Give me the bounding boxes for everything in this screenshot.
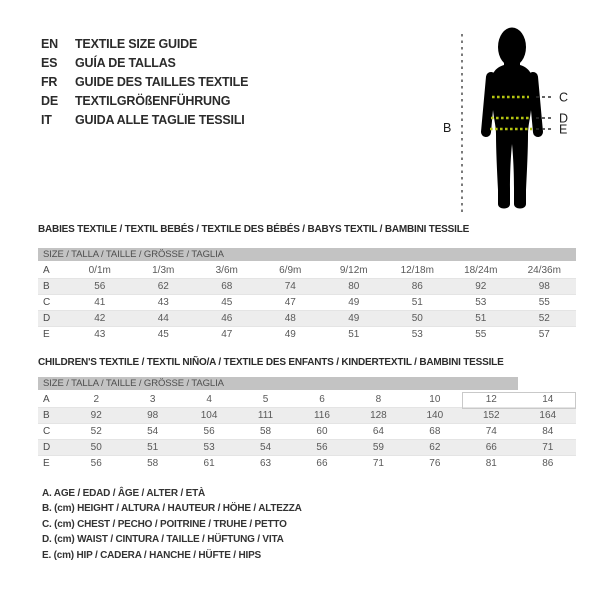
size-value-cell: 42	[68, 311, 132, 327]
language-row	[41, 91, 248, 110]
size-value-cell: 104	[181, 408, 237, 424]
size-value-cell: 62	[407, 440, 463, 456]
size-value-cell: 3	[149, 394, 156, 405]
size-value-cell: 57	[513, 327, 577, 343]
babies-size-table	[38, 248, 576, 342]
size-value-cell: 58	[124, 456, 180, 472]
size-value-cell: 6	[319, 394, 325, 405]
size-value-cell: 4	[206, 394, 212, 405]
legend-line-hip: E. (cm) HIP / CADERA / HANCHE / HÜFTE / HIPS	[42, 549, 262, 561]
size-value-cell: 51	[449, 311, 513, 327]
size-value-cell: 44	[132, 311, 196, 327]
language-list	[41, 35, 248, 129]
language-title: GUÍA DE TALLAS	[75, 56, 176, 71]
size-value-cell: 6/9m	[279, 265, 302, 276]
language-code: DE	[41, 93, 58, 108]
size-value-cell: 86	[386, 279, 450, 295]
table-row	[38, 295, 576, 311]
size-value-cell: 84	[520, 424, 577, 440]
size-value-cell: 76	[407, 456, 463, 472]
size-value-cell: 52	[68, 424, 124, 440]
size-value-cell: 68	[407, 424, 463, 440]
size-value-cell: 43	[68, 327, 132, 343]
row-label: A	[43, 394, 50, 405]
legend-line-chest: C. (cm) CHEST / PECHO / POITRINE / TRUHE / PETTO	[42, 518, 287, 530]
size-value-cell: 18/24m	[464, 265, 498, 276]
size-value-cell: 41	[68, 295, 132, 311]
size-value-cell: 80	[322, 279, 386, 295]
size-value-cell: 60	[294, 424, 350, 440]
size-value-cell: 43	[132, 295, 196, 311]
size-header-band: SIZE / TALLA / TAILLE / GRÖSSE / TAGLIA	[38, 377, 576, 391]
size-value-cell: 51	[322, 327, 386, 343]
language-row	[41, 73, 248, 92]
row-label: B	[38, 408, 68, 424]
size-value-cell: 53	[386, 327, 450, 343]
size-value-cell: 152	[463, 408, 519, 424]
table-row	[38, 456, 576, 472]
size-value-cell: 55	[449, 327, 513, 343]
size-value-cell: 92	[68, 408, 124, 424]
size-value-cell: 164	[520, 408, 577, 424]
size-value-cell: 9/12m	[339, 265, 368, 276]
size-value-cell: 63	[237, 456, 293, 472]
size-value-cell: 116	[294, 408, 350, 424]
size-value-cell: 98	[513, 279, 577, 295]
row-label: D	[38, 311, 68, 327]
language-row	[41, 35, 248, 54]
child-measurement-diagram	[440, 20, 590, 220]
size-value-cell: 56	[294, 440, 350, 456]
size-header-band: SIZE / TALLA / TAILLE / GRÖSSE / TAGLIA	[38, 248, 576, 262]
size-value-cell: 58	[237, 424, 293, 440]
size-value-cell: 3/6m	[215, 265, 238, 276]
table-row	[38, 262, 576, 279]
language-code: ES	[41, 56, 58, 71]
size-value-cell: 140	[407, 408, 463, 424]
language-title: TEXTILGRÖßENFÜHRUNG	[75, 93, 231, 108]
size-value-cell: 74	[259, 279, 323, 295]
size-value-cell: 81	[463, 456, 519, 472]
row-label: D	[38, 440, 68, 456]
size-value-cell: 61	[181, 456, 237, 472]
child-silhouette-graphic	[440, 20, 590, 220]
size-value-cell: 55	[513, 295, 577, 311]
language-code: FR	[41, 74, 58, 89]
legend-line-waist: D. (cm) WAIST / CINTURA / TAILLE / HÜFTUNG / VITA	[42, 534, 284, 546]
row-label: C	[38, 424, 68, 440]
size-value-cell: 51	[124, 440, 180, 456]
language-row	[41, 110, 248, 129]
size-value-cell: 111	[237, 408, 293, 424]
size-value-cell: 14	[542, 394, 554, 405]
language-title: GUIDE DES TAILLES TEXTILE	[75, 74, 249, 89]
row-label: E	[38, 456, 68, 472]
size-value-cell: 12	[485, 394, 497, 405]
size-value-cell: 66	[294, 456, 350, 472]
silhouette-body	[492, 64, 533, 209]
size-value-cell: 0/1m	[88, 265, 111, 276]
babies-section-title: BABIES TEXTILE / TEXTIL BEBÉS / TEXTILE DES BÉBÉS / BABYS TEXTIL / BAMBINI TESSILE	[38, 224, 470, 235]
language-title: GUIDA ALLE TAGLIE TESSILI	[75, 112, 245, 127]
row-label: C	[38, 295, 68, 311]
size-value-cell: 48	[259, 311, 323, 327]
size-value-cell: 74	[463, 424, 519, 440]
size-value-cell: 24/36m	[527, 265, 561, 276]
chest-label: C	[559, 90, 569, 105]
size-value-cell: 86	[520, 456, 577, 472]
size-value-cell: 47	[195, 327, 259, 343]
size-value-cell: 128	[350, 408, 406, 424]
size-value-cell: 8	[375, 394, 382, 405]
table-row	[38, 327, 576, 343]
size-value-cell: 49	[259, 327, 323, 343]
size-value-cell: 64	[350, 424, 406, 440]
size-value-cell: 10	[429, 394, 441, 405]
height-label: B	[443, 121, 452, 135]
legend-line-height: B. (cm) HEIGHT / ALTURA / HAUTEUR / HÖHE / ALTEZZA	[42, 503, 302, 515]
row-label: A	[43, 265, 50, 276]
silhouette-right-arm	[533, 77, 538, 132]
size-value-cell: 59	[350, 440, 406, 456]
size-value-cell: 71	[520, 440, 577, 456]
size-value-cell: 98	[124, 408, 180, 424]
table-row	[38, 408, 576, 424]
waist-label: D	[559, 111, 569, 126]
language-code: EN	[41, 37, 58, 52]
table-row	[38, 311, 576, 327]
language-code: IT	[41, 112, 52, 127]
table-row	[38, 279, 576, 295]
silhouette-left-arm	[486, 77, 491, 132]
header-band-gap-artifact	[518, 377, 576, 390]
size-value-cell: 49	[322, 295, 386, 311]
language-row	[41, 54, 248, 73]
size-highlight-box	[462, 392, 576, 409]
size-value-cell: 56	[181, 424, 237, 440]
row-label: E	[38, 327, 68, 343]
table-row	[38, 424, 576, 440]
size-value-cell: 46	[195, 311, 259, 327]
size-value-cell: 49	[322, 311, 386, 327]
size-value-cell: 47	[259, 295, 323, 311]
size-value-cell: 12/18m	[400, 265, 434, 276]
size-value-cell: 52	[513, 311, 577, 327]
size-value-cell: 50	[386, 311, 450, 327]
row-label: B	[38, 279, 68, 295]
size-value-cell: 2	[93, 394, 99, 405]
children-size-table-wrap	[38, 377, 576, 471]
size-value-cell: 51	[386, 295, 450, 311]
size-value-cell: 45	[132, 327, 196, 343]
size-value-cell: 1/3m	[152, 265, 175, 276]
size-value-cell: 54	[124, 424, 180, 440]
size-value-cell: 45	[195, 295, 259, 311]
size-value-cell: 66	[463, 440, 519, 456]
size-value-cell: 92	[449, 279, 513, 295]
babies-size-table-wrap	[38, 248, 576, 342]
table-row	[38, 440, 576, 456]
size-value-cell: 53	[181, 440, 237, 456]
children-section-title: CHILDREN'S TEXTILE / TEXTIL NIÑO/A / TEXTILE DES ENFANTS / KINDERTEXTIL / BAMBINI TESSILE	[38, 357, 504, 368]
size-value-cell: 62	[132, 279, 196, 295]
hip-label: E	[559, 122, 568, 137]
size-value-cell: 50	[68, 440, 124, 456]
size-value-cell: 5	[262, 394, 269, 405]
size-value-cell: 53	[449, 295, 513, 311]
legend-line-age: A. AGE / EDAD / ÂGE / ALTER / ETÀ	[42, 488, 206, 499]
size-value-cell: 56	[68, 456, 124, 472]
size-value-cell: 54	[237, 440, 293, 456]
size-value-cell: 71	[350, 456, 406, 472]
language-title: TEXTILE SIZE GUIDE	[75, 37, 198, 52]
size-value-cell: 56	[68, 279, 132, 295]
measurement-legend	[42, 486, 302, 563]
size-value-cell: 68	[195, 279, 259, 295]
